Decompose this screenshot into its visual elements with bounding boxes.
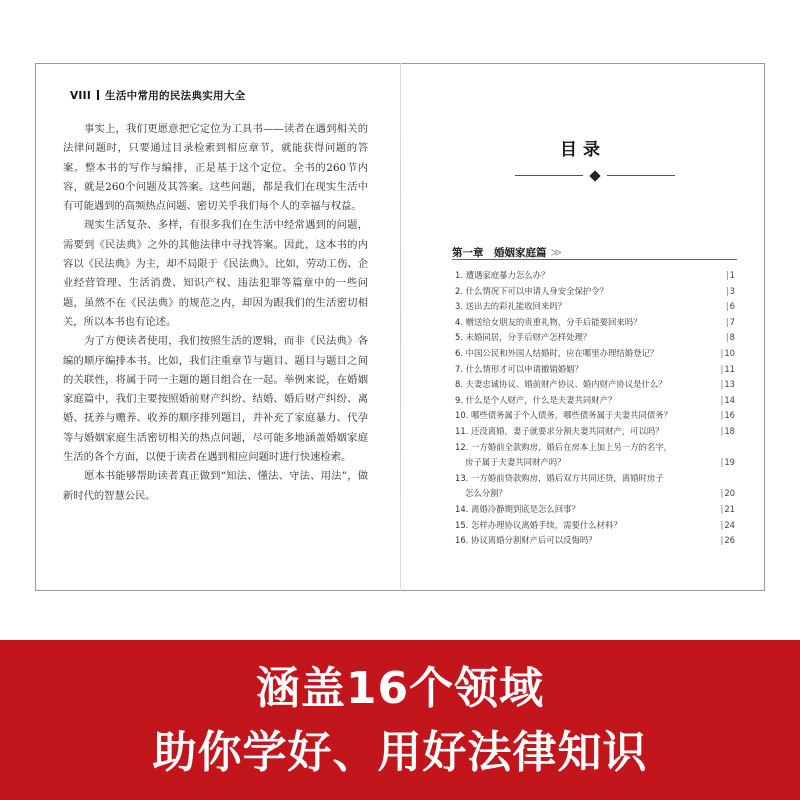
toc-entry-page: | 3: [726, 284, 735, 300]
toc-entry: [455, 408, 735, 424]
book-spine: [400, 63, 401, 591]
toc-entry-page: | 18: [721, 424, 736, 440]
toc-entry-text: 13. 一方婚前贷款购房，婚后双方共同还贷，离婚时房子: [455, 472, 664, 483]
toc-entry-page: | 8: [726, 330, 735, 346]
toc-entry: [455, 268, 735, 284]
chapter-rule: [452, 259, 737, 260]
toc-entry-page: | 16: [721, 408, 736, 424]
title-ornament: [515, 172, 675, 180]
toc-entry: [455, 299, 735, 315]
toc-entry: [455, 315, 735, 331]
preface-body: [63, 120, 368, 506]
toc-entry-text: 1. 遭遇家庭暴力怎么办？: [455, 270, 550, 280]
toc-entry: [455, 362, 735, 378]
toc-entry-text: 8. 夫妻忠诚协议、婚前财产协议、婚内财产协议是什么？: [455, 379, 667, 390]
toc-entry-page: | 13: [721, 377, 736, 393]
toc-entry-page: | 19: [721, 455, 736, 471]
paragraph: 现实生活复杂、多样，有很多我们在生活中经常遇到的问题，需要到《民法典》之外的其他法律中寻找答案。因此，这本书的内容以《民法典》为主，却不局限于《民法典》。比如，劳动工伤、企业经营管理、生活消费、知识产权、违法犯罪等篇章中的一些问题，虽然不在《民法典》的规范之内，却因为跟我们的生活密切相关，所以本书也有论述。: [63, 219, 368, 328]
toc-entry-text: 16. 协议离婚分割财产后可以反悔吗？: [455, 535, 597, 546]
chapter-heading: [452, 241, 737, 259]
toc-entry-continuation: 怎么分割？: [465, 488, 507, 499]
toc-entry: [455, 518, 735, 534]
paragraph: 为了方便读者使用，我们按照生活的逻辑，而非《民法典》各编的顺序编排本书。比如，我们注重章节与题目、题目与题目之间的关联性，将属于同一主题的题目组合在一起。举例来说，在婚姻家庭篇中，我们主要按照婚前财产纠纷、结婚、婚后财产纠纷、离婚、抚养与赡养、收养的顺序排列题目，并补充了家庭暴力、代孕等与婚姻家庭生活密切相关的热点问题，尽可能多地涵盖婚姻家庭生活的各个方面，以便于读者在遇到相应问题时进行快速检索。: [63, 335, 368, 464]
running-head: [70, 88, 245, 103]
toc-entry-page: | 6: [726, 299, 735, 315]
toc-entry: [455, 533, 735, 549]
toc-entry: [455, 393, 735, 409]
banner-headline: 涵盖16个领域: [255, 663, 545, 714]
toc-entry-text: 9. 什么是个人财产，什么是夫妻共同财产？: [455, 394, 617, 405]
toc-entry: [455, 424, 735, 440]
toc-entry-text: 3. 送出去的彩礼能收回来吗？: [455, 301, 567, 312]
toc-entry-page: | 20: [721, 486, 736, 502]
toc-entry-page: | 11: [721, 362, 736, 378]
promo-banner: [0, 640, 800, 800]
toc-entry-page: | 10: [721, 346, 736, 362]
ornament-line: [515, 175, 583, 176]
toc-list: [455, 268, 735, 549]
toc-entry-page: | 7: [726, 315, 735, 331]
toc-title: 目录: [560, 140, 606, 160]
toc-entry-page: | 21: [721, 502, 736, 518]
toc-entry-page: | 1: [726, 268, 735, 284]
diamond-icon: [589, 170, 600, 181]
toc-entry: [455, 502, 735, 518]
chapter-label: 第一章 婚姻家庭篇: [452, 247, 547, 259]
toc-entry-page: | 14: [721, 393, 736, 409]
double-chevron-icon: ≫: [550, 246, 561, 259]
ornament-line: [607, 175, 675, 176]
toc-entry-continuation: 房子属于夫妻共同财产吗？: [465, 457, 566, 468]
page-number: VIII: [70, 90, 92, 102]
toc-entry-text: 4. 赠送给女朋友的贵重礼物，分手后能要回来吗？: [455, 316, 642, 327]
paragraph: 愿本书能够帮助读者真正做到“知法、懂法、守法、用法”，做新时代的智慧公民。: [63, 470, 368, 502]
toc-entry-text: 10. 哪些债务属于个人债务，哪些债务属于夫妻共同债务？: [455, 410, 672, 421]
toc-entry-page: | 26: [721, 533, 736, 549]
toc-entry-text: 6. 中国公民和外国人结婚时，应在哪里办理结婚登记？: [455, 347, 659, 358]
toc-entry: [455, 471, 735, 502]
paragraph: 事实上，我们更愿意把它定位为工具书——读者在遇到相关的法律问题时，只要通过目录检索到相应章节，就能获得问题的答案。整本书的写作与编排，正是基于这个定位。全书的260节内容，就是260个问题及其答案。这些问题，都是我们在现实生活中有可能遇到的高频热点问题、密切关乎我们每个人的幸福与权益。: [63, 123, 368, 213]
toc-entry-text: 7. 什么情形才可以申请撤销婚姻？: [455, 363, 583, 374]
toc-entry: [455, 377, 735, 393]
toc-entry: [455, 440, 735, 471]
banner-subheadline: 助你学好、用好法律知识: [152, 727, 648, 778]
toc-entry-text: 5. 未婚同居，分手后财产怎样处理？: [455, 332, 592, 343]
toc-entry-text: 14. 离婚冷静期到底是怎么回事？: [455, 503, 580, 514]
toc-entry: [455, 346, 735, 362]
toc-entry: [455, 330, 735, 346]
toc-entry-text: 12. 一方婚前全款购房，婚后在房本上加上另一方的名字，: [455, 441, 672, 452]
toc-entry-text: 2. 什么情况下可以申请人身安全保护令？: [455, 285, 609, 296]
book-title: 生活中常用的民法典实用大全: [105, 90, 246, 102]
toc-entry: [455, 284, 735, 300]
running-head-divider: [97, 90, 99, 100]
toc-entry-text: 15. 怎样办理协议离婚手续，需要什么材料？: [455, 519, 622, 530]
toc-entry-text: 11. 还没离婚，妻子就要求分割夫妻共同财产，可以吗？: [455, 425, 664, 436]
toc-entry-page: | 24: [721, 518, 736, 534]
